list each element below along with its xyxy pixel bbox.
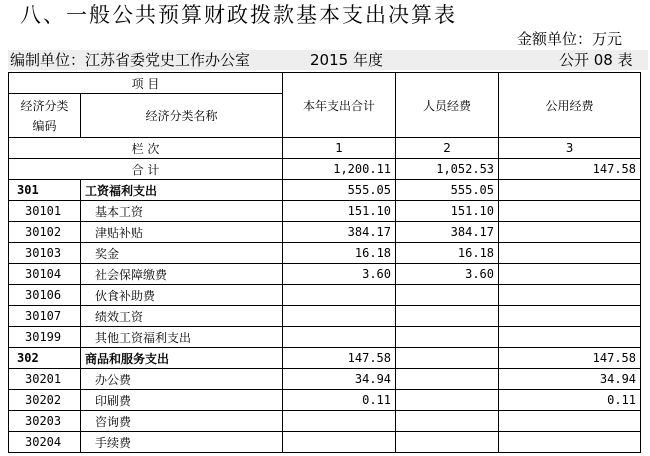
row-personnel [396,285,499,306]
row-public: 34.94 [499,369,641,390]
row-code: 30203 [9,411,81,432]
header-name: 经济分类名称 [81,94,283,138]
row-personnel [396,390,499,411]
row-total [283,327,396,348]
amount-unit: 金额单位：万元 [517,30,623,48]
row-name: 津贴补贴 [81,222,283,243]
row-name: 手续费 [81,432,283,453]
row-personnel: 16.18 [396,243,499,264]
row-public [499,201,641,222]
table-row [9,264,641,285]
table-number: 公开 08 表 [559,51,633,69]
row-name: 绩效工资 [81,306,283,327]
header-code-line1: 经济分类 [20,98,69,113]
table-row [9,243,641,264]
row-code: 30201 [9,369,81,390]
row-name: 咨询费 [81,411,283,432]
header-total: 本年支出合计 [283,73,396,138]
row-public [499,411,641,432]
table-row [9,306,641,327]
header-col1: 1 [283,138,396,159]
total-amount: 1,200.11 [283,159,396,180]
row-personnel [396,369,499,390]
row-personnel [396,411,499,432]
row-public [499,264,641,285]
row-code: 30199 [9,327,81,348]
row-personnel [396,306,499,327]
row-personnel: 3.60 [396,264,499,285]
header-project: 项 目 [9,73,283,94]
row-public [499,222,641,243]
row-total [283,411,396,432]
row-total: 16.18 [283,243,396,264]
row-code: 30107 [9,306,81,327]
row-name: 工资福利支出 [81,180,283,201]
row-total: 3.60 [283,264,396,285]
row-personnel: 555.05 [396,180,499,201]
table-row [9,222,641,243]
row-code: 30104 [9,264,81,285]
header-col2: 2 [396,138,499,159]
row-code: 301 [9,180,81,201]
row-name: 社会保障缴费 [81,264,283,285]
table-row [9,411,641,432]
row-personnel: 151.10 [396,201,499,222]
row-total [283,285,396,306]
total-public: 147.58 [499,159,641,180]
fiscal-year: 2015 年度 [310,51,383,69]
row-code: 30101 [9,201,81,222]
row-name: 印刷费 [81,390,283,411]
row-name: 基本工资 [81,201,283,222]
table-row [9,432,641,453]
row-public: 147.58 [499,348,641,369]
row-total: 384.17 [283,222,396,243]
header-personnel: 人员经费 [396,73,499,138]
row-total [283,432,396,453]
header-code-line2: 编码 [32,118,57,133]
row-total: 151.10 [283,201,396,222]
header-lanci: 栏 次 [9,138,283,159]
budget-table [8,72,641,453]
row-code: 302 [9,348,81,369]
compiling-unit: 编制单位：江苏省委党史工作办公室 [10,51,251,69]
row-public [499,327,641,348]
row-code: 30103 [9,243,81,264]
row-name: 办公费 [81,369,283,390]
table-row [9,348,641,369]
row-code: 30106 [9,285,81,306]
row-public [499,180,641,201]
row-personnel: 384.17 [396,222,499,243]
table-row [9,180,641,201]
table-row [9,390,641,411]
row-name: 商品和服务支出 [81,348,283,369]
table-row [9,327,641,348]
row-personnel [396,432,499,453]
header-public: 公用经费 [499,73,641,138]
table-row [9,201,641,222]
table-row [9,369,641,390]
row-code: 30202 [9,390,81,411]
row-total: 34.94 [283,369,396,390]
row-total: 0.11 [283,390,396,411]
report-info-bar [8,50,648,70]
total-personnel: 1,052.53 [396,159,499,180]
header-code [9,94,81,138]
row-total: 555.05 [283,180,396,201]
row-public: 0.11 [499,390,641,411]
row-total: 147.58 [283,348,396,369]
row-personnel [396,327,499,348]
row-code: 30204 [9,432,81,453]
total-label: 合 计 [9,159,283,180]
row-code: 30102 [9,222,81,243]
row-total [283,306,396,327]
row-public [499,306,641,327]
header-col3: 3 [499,138,641,159]
row-public [499,285,641,306]
table-row [9,285,641,306]
row-public [499,432,641,453]
row-name: 其他工资福利支出 [81,327,283,348]
row-name: 伙食补助费 [81,285,283,306]
row-personnel [396,348,499,369]
page-title: 八、一般公共预算财政拨款基本支出决算表 [20,3,457,27]
row-name: 奖金 [81,243,283,264]
row-public [499,243,641,264]
